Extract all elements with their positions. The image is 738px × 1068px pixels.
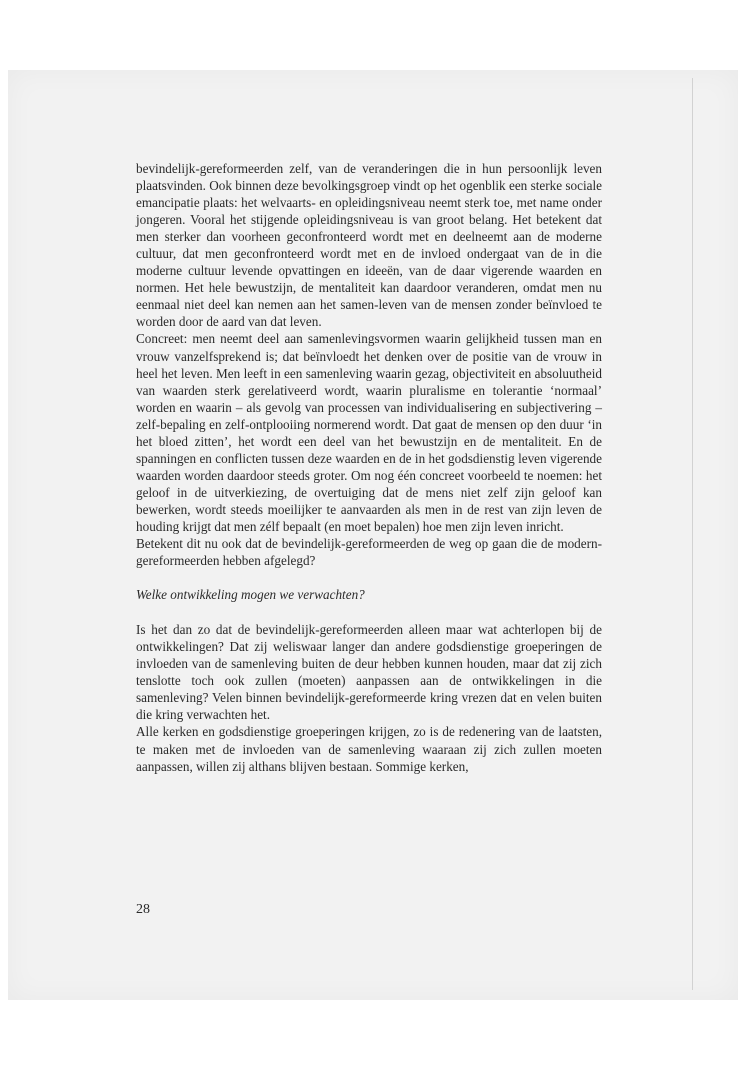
paragraph-2: Concreet: men neemt deel aan samenlevingsvormen waarin gelijkheid tussen man en vrouw vanzelfsprekend is; dat beïnvloedt het denken over de positie van de vrouw in heel het leven. Men leeft in een samenleving waarin gezag, objectiviteit en absoluutheid van waarden sterk gerelativeerd wordt, waarin pluralisme en tolerantie ‘normaal’ worden en waarin – als gevolg van processen van individualisering en subjectivering – zelf-bepaling en zelf-ontplooiing normerend wordt. Dat gaat de mensen op den duur ‘in het bloed zitten’, het wordt een deel van het bewustzijn en de mentaliteit. En de spanningen en conflicten tussen deze waarden en de in het godsdienstig leven vigerende waarden worden daardoor steeds groter. Om nog één concreet voorbeeld te noemen: het geloof in de uitverkiezing, de overtuiging dat de mens niet zelf zijn geloof kan bewerken, wordt steeds moeilijker te aanvaarden als men in de rest van zijn leven de houding krijgt dat men zélf bepaalt (en moet bepalen) hoe men zijn leven inricht.: [136, 331, 602, 534]
paragraph-1: bevindelijk-gereformeerden zelf, van de veranderingen die in hun persoonlijk leven plaatsvinden. Ook binnen deze bevolkingsgroep vindt op het ogenblik een sterke sociale emancipatie plaats: het welvaarts- en opleidingsniveau neemt sterk toe, met name onder jongeren. Vooral het stijgende opleidingsniveau is van groot belang. Het betekent dat men sterker dan voorheen geconfronteerd wordt met en deelneemt aan de moderne cultuur, dat men geconfronteerd wordt met en de invloed ondergaat van de in die moderne cultuur levende opvattingen en ideeën, van de daar vigerende waarden en normen. Het hele bewustzijn, de mentaliteit kan daardoor veranderen, omdat men nu eenmaal niet deel kan nemen aan het samen-leven van de mensen zonder beïnvloed te worden door de aard van dat leven.: [136, 161, 602, 330]
section-heading: Welke ontwikkeling mogen we verwachten?: [136, 587, 365, 603]
page-edge-line: [692, 78, 693, 990]
body-text: [136, 160, 602, 775]
paragraph-3: Betekent dit nu ook dat de bevindelijk-gereformeerden de weg op gaan die de modern-gereformeerden hebben afgelegd?: [136, 536, 602, 569]
page-number: 28: [136, 902, 150, 917]
paragraph-4: Is het dan zo dat de bevindelijk-gereformeerden alleen maar wat achterlopen bij de ontwikkelingen? Dat zij weliswaar langer dan andere godsdienstige groeperingen de invloeden van de samenleving buiten de deur hebben kunnen houden, maar dat zij zich tenslotte toch ook zullen (moeten) aanpassen aan de ontwikkelingen in die samenleving? Velen binnen bevindelijk-gereformeerde kring vrezen dat en velen buiten die kring verwachten het.: [136, 622, 602, 723]
paragraph-5: Alle kerken en godsdienstige groeperingen krijgen, zo is de redenering van de laatsten, te maken met de invloeden van de samenleving waaraan zij zich zullen moeten aanpassen, willen zij althans blijven bestaan. Sommige kerken,: [136, 724, 602, 774]
